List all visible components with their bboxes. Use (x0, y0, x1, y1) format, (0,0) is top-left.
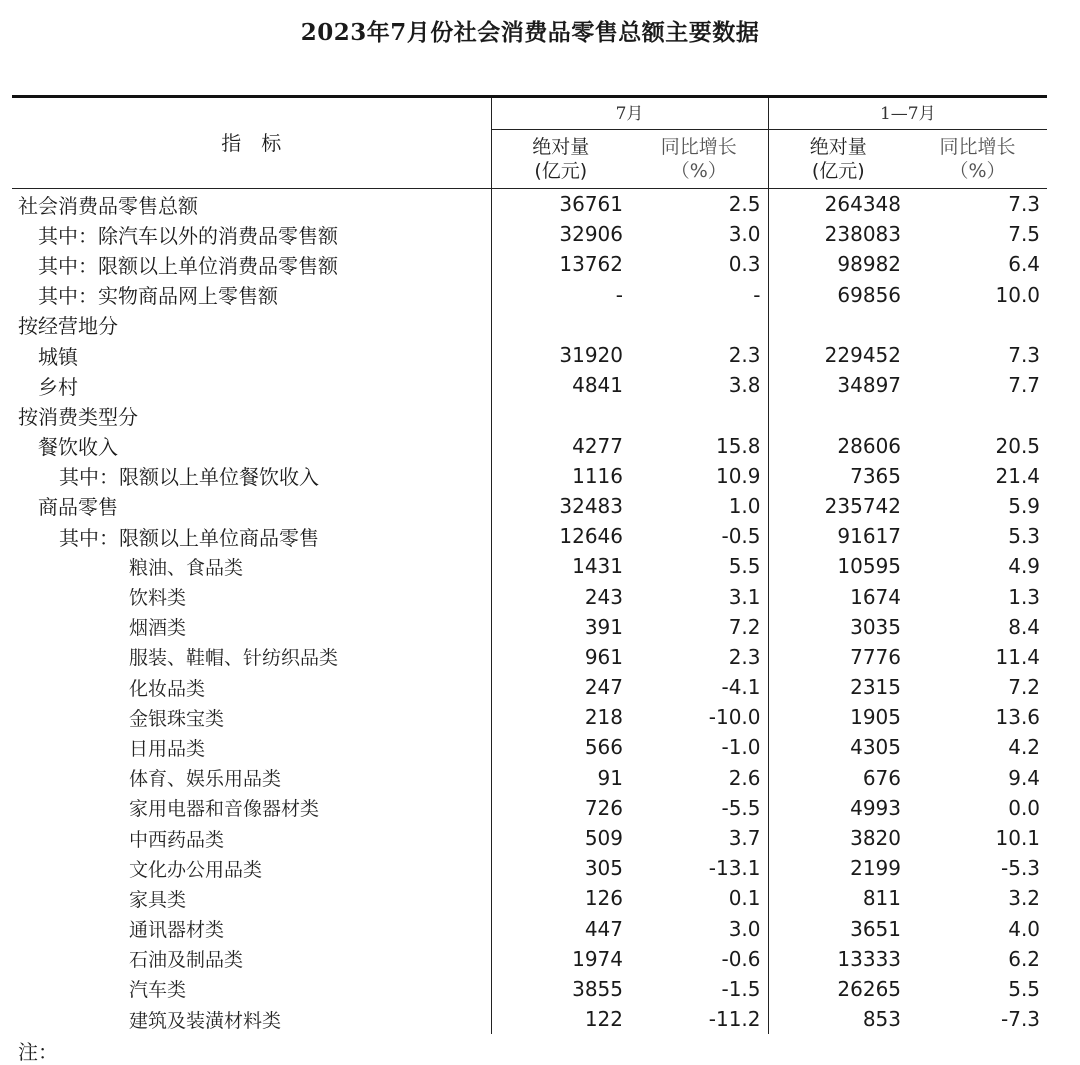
month-yoy-cell: 1.0 (630, 491, 768, 521)
month-yoy-cell: 2.3 (630, 642, 768, 672)
header-ytd-yoy (908, 130, 1047, 189)
ytd-absolute-cell: 3035 (850, 614, 902, 639)
row-label: 商品零售 (12, 491, 491, 521)
table-row (12, 793, 1047, 823)
month-yoy-cell: 3.1 (630, 581, 768, 611)
month-absolute-cell: 31920 (559, 343, 623, 368)
month-absolute-cell: 4841 (572, 373, 623, 398)
header-ytd-absolute (768, 130, 908, 189)
table-row (12, 944, 1047, 974)
ytd-absolute-cell: 229452 (824, 343, 902, 368)
month-yoy-cell: 0.3 (630, 249, 768, 279)
month-absolute-cell: 32906 (559, 222, 623, 247)
header-abs-label: 绝对量 (532, 136, 590, 158)
ytd-yoy-cell: 7.2 (1008, 675, 1041, 700)
month-absolute-cell: 243 (584, 584, 623, 609)
table-row (12, 551, 1047, 581)
row-label: 按经营地分 (12, 310, 491, 340)
month-absolute-cell: 12646 (559, 524, 623, 549)
table-row (12, 189, 1047, 220)
month-absolute-cell: 3855 (572, 976, 623, 1001)
row-label: 服装、鞋帽、针纺织品类 (12, 642, 491, 672)
header-yoy-unit: （%） (949, 160, 1006, 182)
month-yoy-cell: 2.5 (630, 189, 768, 220)
row-label: 其中：限额以上单位消费品零售额 (12, 249, 491, 279)
ytd-yoy-cell: 7.3 (1008, 192, 1041, 217)
ytd-yoy-cell: 1.3 (1008, 584, 1041, 609)
month-absolute-cell: 247 (584, 675, 623, 700)
ytd-yoy-cell: 7.5 (1008, 222, 1041, 247)
month-yoy-cell: 3.0 (630, 219, 768, 249)
ytd-yoy-cell: 6.4 (1008, 252, 1041, 277)
row-label: 烟酒类 (12, 612, 491, 642)
ytd-absolute-cell: 811 (862, 886, 902, 911)
row-label: 乡村 (12, 370, 491, 400)
ytd-yoy-cell: 21.4 (995, 463, 1041, 488)
ytd-absolute-cell: 26265 (837, 976, 902, 1001)
month-absolute-cell: 32483 (559, 493, 623, 518)
month-yoy-cell: -5.5 (630, 793, 768, 823)
ytd-absolute-cell: 235742 (824, 493, 902, 518)
row-label: 家具类 (12, 883, 491, 913)
month-absolute-cell: 1116 (572, 463, 623, 488)
ytd-yoy-cell: 7.3 (1008, 343, 1041, 368)
month-yoy-cell: 15.8 (630, 431, 768, 461)
month-yoy-cell: 2.3 (630, 340, 768, 370)
row-label: 城镇 (12, 340, 491, 370)
table-row (12, 310, 1047, 340)
month-absolute-cell: 1974 (572, 946, 623, 971)
header-abs-unit: (亿元) (534, 160, 588, 182)
ytd-absolute-cell: 1905 (850, 705, 902, 730)
table-row (12, 853, 1047, 883)
header-yoy-label: 同比增长 (660, 136, 737, 158)
month-yoy-cell: - (630, 280, 768, 310)
table-body (12, 189, 1047, 1035)
month-absolute-cell: - (615, 282, 623, 307)
month-yoy-cell: -0.5 (630, 521, 768, 551)
row-label: 粮油、食品类 (12, 551, 491, 581)
ytd-yoy-cell: -5.3 (1001, 856, 1041, 881)
row-label: 体育、娱乐用品类 (12, 763, 491, 793)
ytd-absolute-cell (768, 400, 908, 430)
header-period-month: 7月 (491, 97, 768, 130)
ytd-yoy-cell: 5.5 (1008, 976, 1041, 1001)
month-absolute-cell (491, 400, 630, 430)
table-row (12, 974, 1047, 1004)
row-label: 石油及制品类 (12, 944, 491, 974)
ytd-yoy-cell: -7.3 (1001, 1007, 1041, 1032)
row-label: 化妆品类 (12, 672, 491, 702)
header-yoy-label: 同比增长 (939, 136, 1016, 158)
row-label: 其中：限额以上单位商品零售 (12, 521, 491, 551)
month-absolute-cell: 218 (584, 705, 623, 730)
table-header (12, 97, 1047, 189)
row-label: 通讯器材类 (12, 914, 491, 944)
ytd-yoy-cell: 0.0 (1008, 795, 1041, 820)
row-label: 饮料类 (12, 581, 491, 611)
ytd-absolute-cell: 7776 (850, 644, 902, 669)
month-yoy-cell: -10.0 (630, 702, 768, 732)
header-yoy-unit: （%） (670, 160, 727, 182)
ytd-absolute-cell: 3820 (850, 826, 902, 851)
row-label: 其中：限额以上单位餐饮收入 (12, 461, 491, 491)
ytd-absolute-cell: 28606 (837, 433, 902, 458)
row-label: 日用品类 (12, 732, 491, 762)
row-label: 社会消费品零售总额 (12, 189, 491, 220)
month-absolute-cell: 4277 (572, 433, 623, 458)
month-absolute-cell: 305 (584, 856, 623, 881)
ytd-yoy-cell (908, 400, 1047, 430)
month-absolute-cell: 566 (584, 735, 623, 760)
ytd-absolute-cell: 34897 (837, 373, 902, 398)
month-yoy-cell: 3.0 (630, 914, 768, 944)
table-row (12, 612, 1047, 642)
ytd-yoy-cell (908, 310, 1047, 340)
data-table (12, 95, 1047, 1034)
ytd-yoy-cell: 20.5 (995, 433, 1041, 458)
month-yoy-cell: 0.1 (630, 883, 768, 913)
month-yoy-cell: 5.5 (630, 551, 768, 581)
row-label: 餐饮收入 (12, 431, 491, 461)
header-month-yoy (630, 130, 768, 189)
month-yoy-cell: -4.1 (630, 672, 768, 702)
footnote: 注： (18, 1040, 58, 1064)
ytd-yoy-cell: 4.2 (1008, 735, 1041, 760)
month-absolute-cell: 1431 (572, 554, 623, 579)
ytd-yoy-cell: 8.4 (1008, 614, 1041, 639)
month-yoy-cell: 3.8 (630, 370, 768, 400)
row-label: 按消费类型分 (12, 400, 491, 430)
ytd-absolute-cell: 13333 (837, 946, 902, 971)
ytd-absolute-cell: 853 (862, 1007, 902, 1032)
table-row (12, 883, 1047, 913)
month-yoy-cell: -11.2 (630, 1004, 768, 1034)
header-month-absolute (491, 130, 630, 189)
table-row (12, 702, 1047, 732)
table-row (12, 823, 1047, 853)
ytd-absolute-cell: 98982 (837, 252, 902, 277)
month-absolute-cell: 122 (584, 1007, 623, 1032)
month-absolute-cell: 961 (584, 644, 623, 669)
ytd-absolute-cell: 4305 (850, 735, 902, 760)
ytd-absolute-cell: 3651 (850, 916, 902, 941)
month-yoy-cell: 3.7 (630, 823, 768, 853)
row-label: 家用电器和音像器材类 (12, 793, 491, 823)
month-yoy-cell: -0.6 (630, 944, 768, 974)
ytd-absolute-cell: 91617 (837, 524, 902, 549)
table-row (12, 491, 1047, 521)
table-row (12, 642, 1047, 672)
ytd-absolute-cell: 2199 (850, 856, 902, 881)
ytd-absolute-cell: 676 (862, 765, 902, 790)
ytd-yoy-cell: 4.0 (1008, 916, 1041, 941)
row-label: 汽车类 (12, 974, 491, 1004)
table-row (12, 1004, 1047, 1034)
month-absolute-cell: 391 (584, 614, 623, 639)
table-row (12, 400, 1047, 430)
ytd-yoy-cell: 7.7 (1008, 373, 1041, 398)
ytd-yoy-cell: 9.4 (1008, 765, 1041, 790)
ytd-yoy-cell: 6.2 (1008, 946, 1041, 971)
ytd-absolute-cell: 2315 (850, 675, 902, 700)
ytd-yoy-cell: 10.0 (995, 282, 1041, 307)
ytd-yoy-cell: 5.9 (1008, 493, 1041, 518)
header-indicator: 指 标 (12, 97, 491, 189)
ytd-yoy-cell: 5.3 (1008, 524, 1041, 549)
table-row (12, 732, 1047, 762)
row-label: 其中：除汽车以外的消费品零售额 (12, 219, 491, 249)
row-label: 文化办公用品类 (12, 853, 491, 883)
ytd-yoy-cell: 10.1 (995, 826, 1041, 851)
month-yoy-cell: -1.0 (630, 732, 768, 762)
ytd-yoy-cell: 13.6 (995, 705, 1041, 730)
table-row (12, 581, 1047, 611)
month-yoy-cell (630, 400, 768, 430)
ytd-absolute-cell: 264348 (824, 192, 902, 217)
month-absolute-cell: 126 (584, 886, 623, 911)
month-yoy-cell (630, 310, 768, 340)
month-yoy-cell: 7.2 (630, 612, 768, 642)
table-row (12, 521, 1047, 551)
header-abs-label: 绝对量 (809, 136, 867, 158)
month-yoy-cell: 2.6 (630, 763, 768, 793)
ytd-absolute-cell (768, 310, 908, 340)
month-yoy-cell: 10.9 (630, 461, 768, 491)
ytd-absolute-cell: 69856 (837, 282, 902, 307)
table-row (12, 219, 1047, 249)
row-label: 建筑及装潢材料类 (12, 1004, 491, 1034)
row-label: 中西药品类 (12, 823, 491, 853)
ytd-yoy-cell: 11.4 (995, 644, 1041, 669)
ytd-absolute-cell: 4993 (850, 795, 902, 820)
ytd-absolute-cell: 7365 (850, 463, 902, 488)
month-absolute-cell (491, 310, 630, 340)
ytd-yoy-cell: 3.2 (1008, 886, 1041, 911)
month-absolute-cell: 447 (584, 916, 623, 941)
month-absolute-cell: 36761 (559, 192, 623, 217)
row-label: 其中：实物商品网上零售额 (12, 280, 491, 310)
month-yoy-cell: -1.5 (630, 974, 768, 1004)
table-row (12, 672, 1047, 702)
page-title: 2023年7月份社会消费品零售总额主要数据 (300, 19, 760, 46)
month-absolute-cell: 91 (597, 765, 623, 790)
month-absolute-cell: 13762 (559, 252, 623, 277)
table-row (12, 370, 1047, 400)
ytd-absolute-cell: 10595 (837, 554, 902, 579)
table-row (12, 763, 1047, 793)
table-row (12, 280, 1047, 310)
table-row (12, 249, 1047, 279)
ytd-absolute-cell: 1674 (850, 584, 902, 609)
ytd-absolute-cell: 238083 (824, 222, 902, 247)
month-yoy-cell: -13.1 (630, 853, 768, 883)
table-row (12, 431, 1047, 461)
month-absolute-cell: 726 (584, 795, 623, 820)
row-label: 金银珠宝类 (12, 702, 491, 732)
ytd-yoy-cell: 4.9 (1008, 554, 1041, 579)
table-row (12, 914, 1047, 944)
month-absolute-cell: 509 (584, 826, 623, 851)
table-row (12, 340, 1047, 370)
header-abs-unit: (亿元) (811, 160, 865, 182)
table-row (12, 461, 1047, 491)
header-period-ytd: 1—7月 (768, 97, 1047, 130)
